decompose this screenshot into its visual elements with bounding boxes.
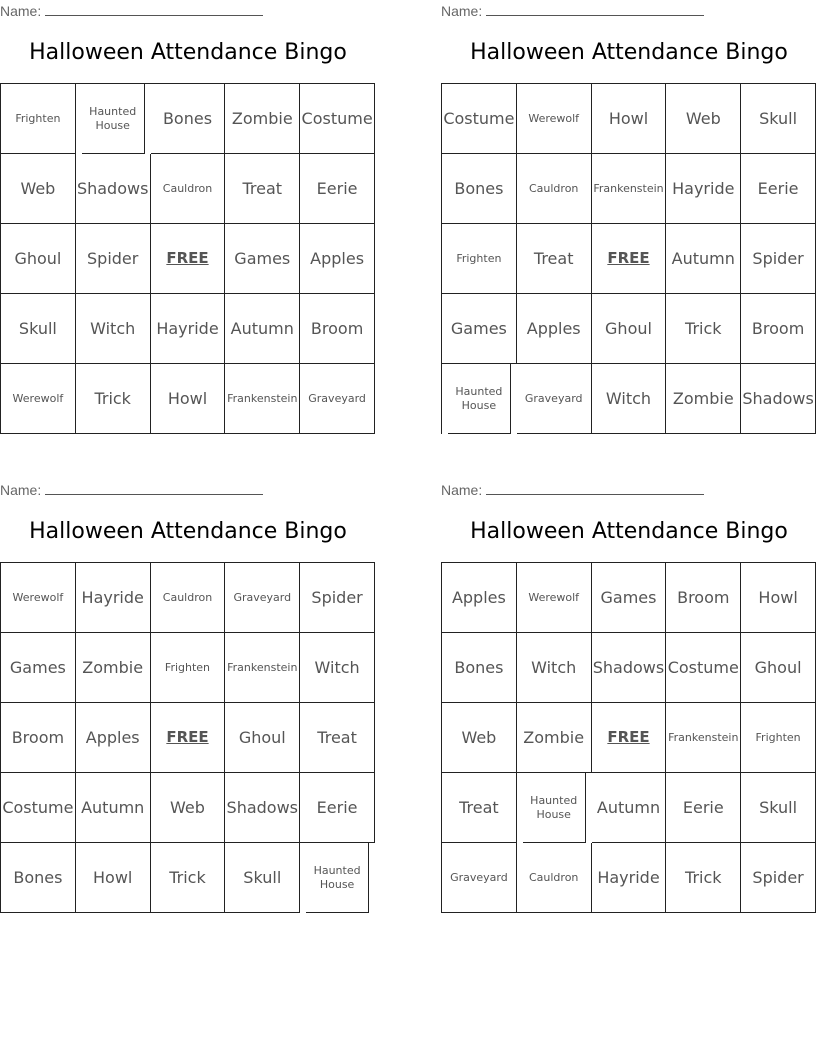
free-space-cell[interactable]: FREE <box>151 224 226 294</box>
bingo-cell[interactable]: Apples <box>442 563 517 633</box>
bingo-cell[interactable]: Costume <box>1 773 76 843</box>
bingo-cell[interactable]: Howl <box>741 563 816 633</box>
bingo-cell[interactable]: Autumn <box>225 294 300 364</box>
bingo-cell[interactable]: Bones <box>442 154 517 224</box>
bingo-cell[interactable]: Graveyard <box>517 364 592 434</box>
bingo-cell[interactable]: Skull <box>225 843 300 913</box>
bingo-cell[interactable]: Cauldron <box>517 154 592 224</box>
bingo-cell[interactable]: Frankenstein <box>592 154 667 224</box>
bingo-cell[interactable]: Werewolf <box>517 563 592 633</box>
bingo-cell[interactable]: Apples <box>300 224 375 294</box>
bingo-cell[interactable]: Cauldron <box>151 154 226 224</box>
bingo-cell[interactable]: Costume <box>442 84 517 154</box>
bingo-cell[interactable]: Broom <box>1 703 76 773</box>
bingo-cell[interactable]: Hayride <box>151 294 226 364</box>
bingo-cell[interactable]: Games <box>225 224 300 294</box>
bingo-cell[interactable]: Apples <box>76 703 151 773</box>
bingo-cell[interactable]: Frighten <box>741 703 816 773</box>
free-space-cell[interactable]: FREE <box>592 224 667 294</box>
bingo-grid <box>0 83 375 434</box>
card-title: Halloween Attendance Bingo <box>29 40 347 65</box>
bingo-cell[interactable]: Haunted House <box>448 364 511 434</box>
bingo-cell[interactable]: Witch <box>592 364 667 434</box>
bingo-cell[interactable]: Zombie <box>76 633 151 703</box>
name-label: Name: <box>441 3 483 19</box>
bingo-cell[interactable]: Werewolf <box>1 364 76 434</box>
bingo-cell[interactable]: Broom <box>666 563 741 633</box>
bingo-cell[interactable]: Eerie <box>300 154 375 224</box>
bingo-cell[interactable]: Spider <box>741 224 816 294</box>
bingo-cell[interactable]: Trick <box>666 843 741 913</box>
bingo-cell[interactable]: Skull <box>741 773 816 843</box>
name-blank-line[interactable] <box>486 2 704 16</box>
bingo-cell[interactable]: Frighten <box>442 224 517 294</box>
bingo-cell[interactable]: Bones <box>442 633 517 703</box>
bingo-cell[interactable]: Graveyard <box>442 843 517 913</box>
bingo-cell[interactable]: Apples <box>517 294 592 364</box>
bingo-cell[interactable]: Haunted House <box>523 773 586 843</box>
bingo-cell[interactable]: Treat <box>300 703 375 773</box>
bingo-cell[interactable]: Cauldron <box>151 563 226 633</box>
bingo-cell[interactable]: Howl <box>151 364 226 434</box>
bingo-cell[interactable]: Shadows <box>225 773 300 843</box>
bingo-cell[interactable]: Eerie <box>300 773 375 843</box>
bingo-cell[interactable]: Shadows <box>76 154 151 224</box>
bingo-cell[interactable]: Broom <box>741 294 816 364</box>
bingo-cell[interactable]: Games <box>1 633 76 703</box>
card-title: Halloween Attendance Bingo <box>470 40 788 65</box>
bingo-cell[interactable]: Shadows <box>741 364 816 434</box>
bingo-cell[interactable]: Zombie <box>666 364 741 434</box>
bingo-cell[interactable]: Web <box>1 154 76 224</box>
bingo-grid <box>441 83 816 434</box>
bingo-cell[interactable]: Eerie <box>666 773 741 843</box>
card-title: Halloween Attendance Bingo <box>29 519 347 544</box>
bingo-cell[interactable]: Skull <box>741 84 816 154</box>
bingo-cell[interactable]: Howl <box>592 84 667 154</box>
bingo-cell[interactable]: Frankenstein <box>666 703 741 773</box>
name-blank-line[interactable] <box>486 481 704 495</box>
bingo-cell[interactable]: Frankenstein <box>225 364 300 434</box>
bingo-cell[interactable]: Howl <box>76 843 151 913</box>
name-field-row <box>441 481 704 498</box>
bingo-grid <box>0 562 375 913</box>
bingo-cell[interactable]: Werewolf <box>517 84 592 154</box>
card-title: Halloween Attendance Bingo <box>470 519 788 544</box>
name-blank-line[interactable] <box>45 481 263 495</box>
bingo-cell[interactable]: Frighten <box>151 633 226 703</box>
bingo-cell[interactable]: Web <box>151 773 226 843</box>
bingo-cell[interactable]: Bones <box>151 84 226 154</box>
bingo-cell[interactable]: Broom <box>300 294 375 364</box>
bingo-cell[interactable]: Skull <box>1 294 76 364</box>
bingo-cell[interactable]: Zombie <box>225 84 300 154</box>
bingo-cell[interactable]: Web <box>666 84 741 154</box>
bingo-cell[interactable]: Trick <box>76 364 151 434</box>
bingo-cell[interactable]: Costume <box>666 633 741 703</box>
bingo-cell[interactable]: Spider <box>300 563 375 633</box>
name-field-row <box>0 481 263 498</box>
bingo-cell[interactable]: Ghoul <box>592 294 667 364</box>
bingo-cell[interactable]: Autumn <box>666 224 741 294</box>
name-field-row <box>441 2 704 19</box>
bingo-cell[interactable]: Eerie <box>741 154 816 224</box>
bingo-cell[interactable]: Treat <box>225 154 300 224</box>
bingo-cell[interactable]: Ghoul <box>225 703 300 773</box>
bingo-grid <box>441 562 816 913</box>
bingo-cell[interactable]: Cauldron <box>517 843 592 913</box>
bingo-cell[interactable]: Zombie <box>517 703 592 773</box>
bingo-cell[interactable]: Spider <box>76 224 151 294</box>
bingo-cell[interactable]: Ghoul <box>1 224 76 294</box>
bingo-cell[interactable]: Bones <box>1 843 76 913</box>
bingo-cell[interactable]: Hayride <box>666 154 741 224</box>
bingo-cell[interactable]: Treat <box>517 224 592 294</box>
bingo-cell[interactable]: Shadows <box>592 633 667 703</box>
bingo-cell[interactable]: Hayride <box>592 843 667 913</box>
bingo-cell[interactable]: Games <box>592 563 667 633</box>
bingo-cell[interactable]: Hayride <box>76 563 151 633</box>
name-label: Name: <box>0 482 42 498</box>
bingo-cell[interactable]: Treat <box>442 773 517 843</box>
bingo-cell[interactable]: Frighten <box>1 84 76 154</box>
bingo-cell[interactable]: Trick <box>666 294 741 364</box>
free-space-cell[interactable]: FREE <box>151 703 226 773</box>
name-label: Name: <box>441 482 483 498</box>
bingo-cell[interactable]: Games <box>442 294 517 364</box>
bingo-cell[interactable]: Autumn <box>592 773 667 843</box>
bingo-cell[interactable]: Witch <box>76 294 151 364</box>
name-field-row <box>0 2 263 19</box>
free-space-cell[interactable]: FREE <box>592 703 667 773</box>
bingo-cell[interactable]: Graveyard <box>225 563 300 633</box>
bingo-cell[interactable]: Haunted House <box>306 843 369 913</box>
bingo-cell[interactable]: Haunted House <box>82 84 145 154</box>
bingo-cell[interactable]: Trick <box>151 843 226 913</box>
bingo-cell[interactable]: Witch <box>300 633 375 703</box>
bingo-cell[interactable]: Costume <box>300 84 375 154</box>
bingo-cell[interactable]: Graveyard <box>300 364 375 434</box>
bingo-cell[interactable]: Web <box>442 703 517 773</box>
bingo-cell[interactable]: Ghoul <box>741 633 816 703</box>
bingo-cell[interactable]: Witch <box>517 633 592 703</box>
name-blank-line[interactable] <box>45 2 263 16</box>
bingo-cell[interactable]: Autumn <box>76 773 151 843</box>
name-label: Name: <box>0 3 42 19</box>
bingo-cell[interactable]: Werewolf <box>1 563 76 633</box>
bingo-cell[interactable]: Spider <box>741 843 816 913</box>
bingo-cell[interactable]: Frankenstein <box>225 633 300 703</box>
